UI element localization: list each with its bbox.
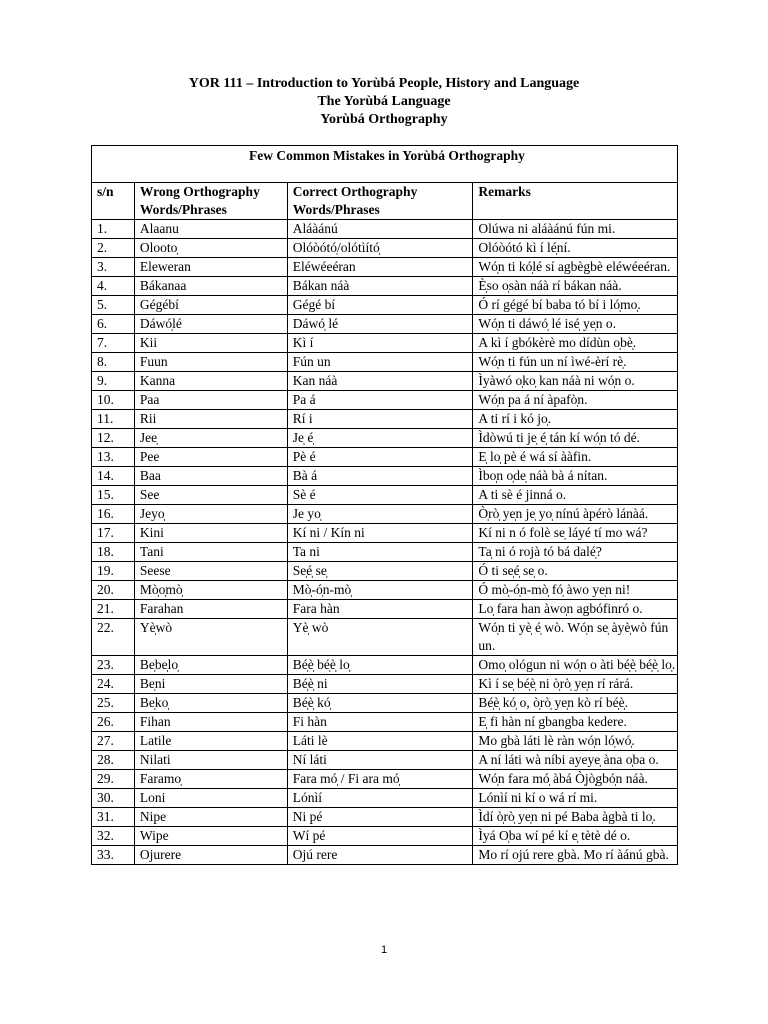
cell-correct: Je̩ é̩ [287,429,473,448]
cell-correct: Je yo̩ [287,505,473,524]
cell-remark: Ó rí gégé bí baba tó bí i ló̩mo̩. [473,296,678,315]
cell-sn: 30. [92,789,135,808]
cell-wrong: Nipe [134,808,287,827]
cell-correct: Kí ni / Kín ni [287,524,473,543]
cell-sn: 16. [92,505,135,524]
cell-remark: Wó̩n ti fún un ní ìwé-èrí rè̩. [473,353,678,372]
cell-sn: 24. [92,675,135,694]
cell-correct: Sè é [287,486,473,505]
cell-correct: Kì í [287,334,473,353]
table-row [92,410,678,429]
cell-sn: 1. [92,220,135,239]
cell-correct: Fi hàn [287,713,473,732]
table-row [92,581,678,600]
table-row [92,656,678,675]
table-row [92,524,678,543]
cell-correct: Yè̩ wò [287,619,473,656]
cell-sn: 25. [92,694,135,713]
cell-sn: 11. [92,410,135,429]
cell-wrong: Kanna [134,372,287,391]
table-row [92,258,678,277]
cell-remark: E̩ lo̩ pè é wá sí ààfin. [473,448,678,467]
cell-correct: Mò̩-ó̩n-mò̩ [287,581,473,600]
cell-remark: Olóòótó kì í lé̩ní. [473,239,678,258]
cell-wrong: Bákanaa [134,277,287,296]
table-row [92,220,678,239]
cell-remark: Wó̩n pa á ní àpafò̩n. [473,391,678,410]
cell-correct: Gégé bí [287,296,473,315]
table-row [92,391,678,410]
cell-wrong: Be̩ni [134,675,287,694]
table-row [92,732,678,751]
cell-sn: 23. [92,656,135,675]
cell-sn: 3. [92,258,135,277]
cell-remark: Wó̩n ti kó̩lé sí agbègbè eléwéeéran. [473,258,678,277]
cell-remark: Ìdòwú ti je̩ é̩ tán kí wó̩n tó dé. [473,429,678,448]
cell-remark: Lónìí ni kí o wá rí mi. [473,789,678,808]
cell-wrong: Nilati [134,751,287,770]
cell-sn: 2. [92,239,135,258]
cell-remark: Wó̩n fara mó̩ àbá Ò̩jò̩gbó̩n náà. [473,770,678,789]
cell-correct: Se̩é̩ se̩ [287,562,473,581]
cell-sn: 21. [92,600,135,619]
table-row [92,713,678,732]
cell-sn: 14. [92,467,135,486]
cell-remark: Mo gbà láti lè ràn wó̩n ló̩wó̩. [473,732,678,751]
cell-sn: 12. [92,429,135,448]
cell-wrong: Gégébí [134,296,287,315]
cell-sn: 18. [92,543,135,562]
cell-remark: Ìyá O̩ba wí pé kí e̩ tètè dé o. [473,827,678,846]
cell-correct: Lónìí [287,789,473,808]
cell-sn: 5. [92,296,135,315]
cell-correct: Bé̩è̩ bé̩è̩ lo̩ [287,656,473,675]
cell-wrong: Olooto̩ [134,239,287,258]
cell-correct: Pa á [287,391,473,410]
cell-correct: Bákan náà [287,277,473,296]
table-row [92,543,678,562]
cell-wrong: Eleweran [134,258,287,277]
table-row [92,808,678,827]
cell-wrong: Yè̩wò [134,619,287,656]
table-row [92,334,678,353]
table-row [92,505,678,524]
cell-sn: 33. [92,846,135,865]
table-row [92,467,678,486]
cell-wrong: Ojurere [134,846,287,865]
cell-correct: Eléwéeéran [287,258,473,277]
table-row [92,562,678,581]
cell-sn: 4. [92,277,135,296]
cell-sn: 27. [92,732,135,751]
table-row [92,751,678,770]
column-header-wrong: Wrong Orthography Words/Phrases [134,183,287,220]
table-row [92,675,678,694]
table-row [92,239,678,258]
cell-remark: Bé̩è̩ kó̩ o, ò̩rò̩ ye̩n kò rí bé̩è̩. [473,694,678,713]
cell-correct: Ni pé [287,808,473,827]
table-body [92,220,678,865]
cell-wrong: Latile [134,732,287,751]
cell-correct: Ní láti [287,751,473,770]
cell-sn: 22. [92,619,135,656]
course-title: YOR 111 – Introduction to Yorùbá People, History and Language [188,76,580,91]
cell-sn: 13. [92,448,135,467]
table-row [92,619,678,656]
cell-correct: Kan náà [287,372,473,391]
cell-wrong: Seese [134,562,287,581]
table-row [92,486,678,505]
cell-wrong: Loni [134,789,287,808]
cell-remark: Wó̩n ti yè̩ é̩ wò. Wó̩n se̩ àyè̩wò fún un. [473,619,678,656]
cell-correct: Bé̩è̩ kó̩ [287,694,473,713]
column-header-row [92,183,678,220]
cell-sn: 20. [92,581,135,600]
subsection-title: Yorùbá Orthography [320,112,448,127]
cell-wrong: Tani [134,543,287,562]
cell-remark: Ó mò̩-ó̩n-mò̩ fó̩ àwo ye̩n ni! [473,581,678,600]
cell-wrong: Fuun [134,353,287,372]
cell-correct: Fún un [287,353,473,372]
table-row [92,277,678,296]
cell-wrong: Kini [134,524,287,543]
cell-correct: Bé̩è̩ ni [287,675,473,694]
table-row [92,296,678,315]
cell-sn: 15. [92,486,135,505]
cell-correct: Aláàánú [287,220,473,239]
table-row [92,694,678,713]
cell-wrong: Be̩ko̩ [134,694,287,713]
cell-remark: Kí ni n ó folè se̩ láyé tí mo wá? [473,524,678,543]
cell-correct: Pè é [287,448,473,467]
cell-remark: È̩so o̩sàn náà rí bákan náà. [473,277,678,296]
column-header-sn: s/n [92,183,135,220]
cell-sn: 8. [92,353,135,372]
cell-remark: Ó ti se̩é̩ se̩ o. [473,562,678,581]
cell-remark: Ìdí ò̩rò̩ ye̩n ni pé Baba àgbà ti lo̩. [473,808,678,827]
cell-wrong: Farahan [134,600,287,619]
cell-wrong: See [134,486,287,505]
cell-sn: 28. [92,751,135,770]
cell-remark: A ti sè é jinná o. [473,486,678,505]
cell-wrong: Dáwó̩lé [134,315,287,334]
cell-sn: 10. [92,391,135,410]
cell-sn: 9. [92,372,135,391]
cell-correct: Rí i [287,410,473,429]
cell-remark: Ìyàwó o̩ko̩ kan náà ni wó̩n o. [473,372,678,391]
cell-correct: Fara mó̩ / Fi ara mó̩ [287,770,473,789]
cell-sn: 32. [92,827,135,846]
table-row [92,372,678,391]
cell-sn: 31. [92,808,135,827]
table-caption: Few Common Mistakes in Yorùbá Orthography [92,146,678,183]
cell-remark: Kì í se̩ bé̩è̩ ni ò̩rò̩ ye̩n rí rárá. [473,675,678,694]
document-header [0,75,768,129]
cell-correct: Dáwó̩ lé [287,315,473,334]
cell-wrong: Kii [134,334,287,353]
cell-correct: Bà á [287,467,473,486]
cell-sn: 7. [92,334,135,353]
cell-remark: A ti rí i kó jo̩. [473,410,678,429]
cell-wrong: Fihan [134,713,287,732]
cell-wrong: Rii [134,410,287,429]
cell-sn: 17. [92,524,135,543]
cell-wrong: Be̩be̩lo̩ [134,656,287,675]
cell-remark: A ní láti wà níbi ayeye̩ àna o̩ba o. [473,751,678,770]
cell-remark: Ta̩ ni ó rojà tó bá dalé̩? [473,543,678,562]
cell-wrong: Faramo̩ [134,770,287,789]
cell-remark: A kì í gbókèrè mo dídùn o̩bè̩. [473,334,678,353]
cell-sn: 6. [92,315,135,334]
table-row [92,846,678,865]
cell-correct: Ta ni [287,543,473,562]
cell-correct: Láti lè [287,732,473,751]
cell-wrong: Mò̩o̩mò̩ [134,581,287,600]
cell-correct: Wí pé [287,827,473,846]
cell-remark: Wó̩n ti dáwó̩ lé isé̩ ye̩n o. [473,315,678,334]
table-row [92,315,678,334]
cell-sn: 19. [92,562,135,581]
cell-correct: Ojú rere [287,846,473,865]
orthography-table [91,145,678,865]
cell-wrong: Paa [134,391,287,410]
table-row [92,789,678,808]
cell-remark: Olúwa ni aláàánú fún mi. [473,220,678,239]
cell-correct: Olóòótó̩/olótìító̩ [287,239,473,258]
cell-wrong: Alaanu [134,220,287,239]
cell-wrong: Jeyo̩ [134,505,287,524]
cell-wrong: Baa [134,467,287,486]
table-row [92,600,678,619]
cell-sn: 26. [92,713,135,732]
cell-sn: 29. [92,770,135,789]
cell-remark: Mo rí ojú rere gbà. Mo rí àánú gbà. [473,846,678,865]
page-number: 1 [380,944,388,956]
cell-wrong: Wipe [134,827,287,846]
cell-remark: Ò̩rò̩ ye̩n je̩ yo̩ nínú àpérò lánàá. [473,505,678,524]
column-header-correct: Correct Orthography Words/Phrases [287,183,473,220]
cell-correct: Fara hàn [287,600,473,619]
table-row [92,770,678,789]
cell-remark: Ìbo̩n o̩de̩ náà bà á nítan. [473,467,678,486]
table-row [92,353,678,372]
table-row [92,827,678,846]
cell-wrong: Jee̩ [134,429,287,448]
cell-remark: E̩ fi hàn ní gbangba kedere. [473,713,678,732]
cell-wrong: Pee [134,448,287,467]
section-title: The Yorùbá Language [317,94,451,109]
table-row [92,448,678,467]
cell-remark: Omo̩ ológun ni wó̩n o àti bé̩è̩ bé̩è̩ lo̩. [473,656,678,675]
column-header-remarks: Remarks [473,183,678,220]
table-row [92,429,678,448]
cell-remark: Lo̩ fara han àwo̩n agbófinró o. [473,600,678,619]
